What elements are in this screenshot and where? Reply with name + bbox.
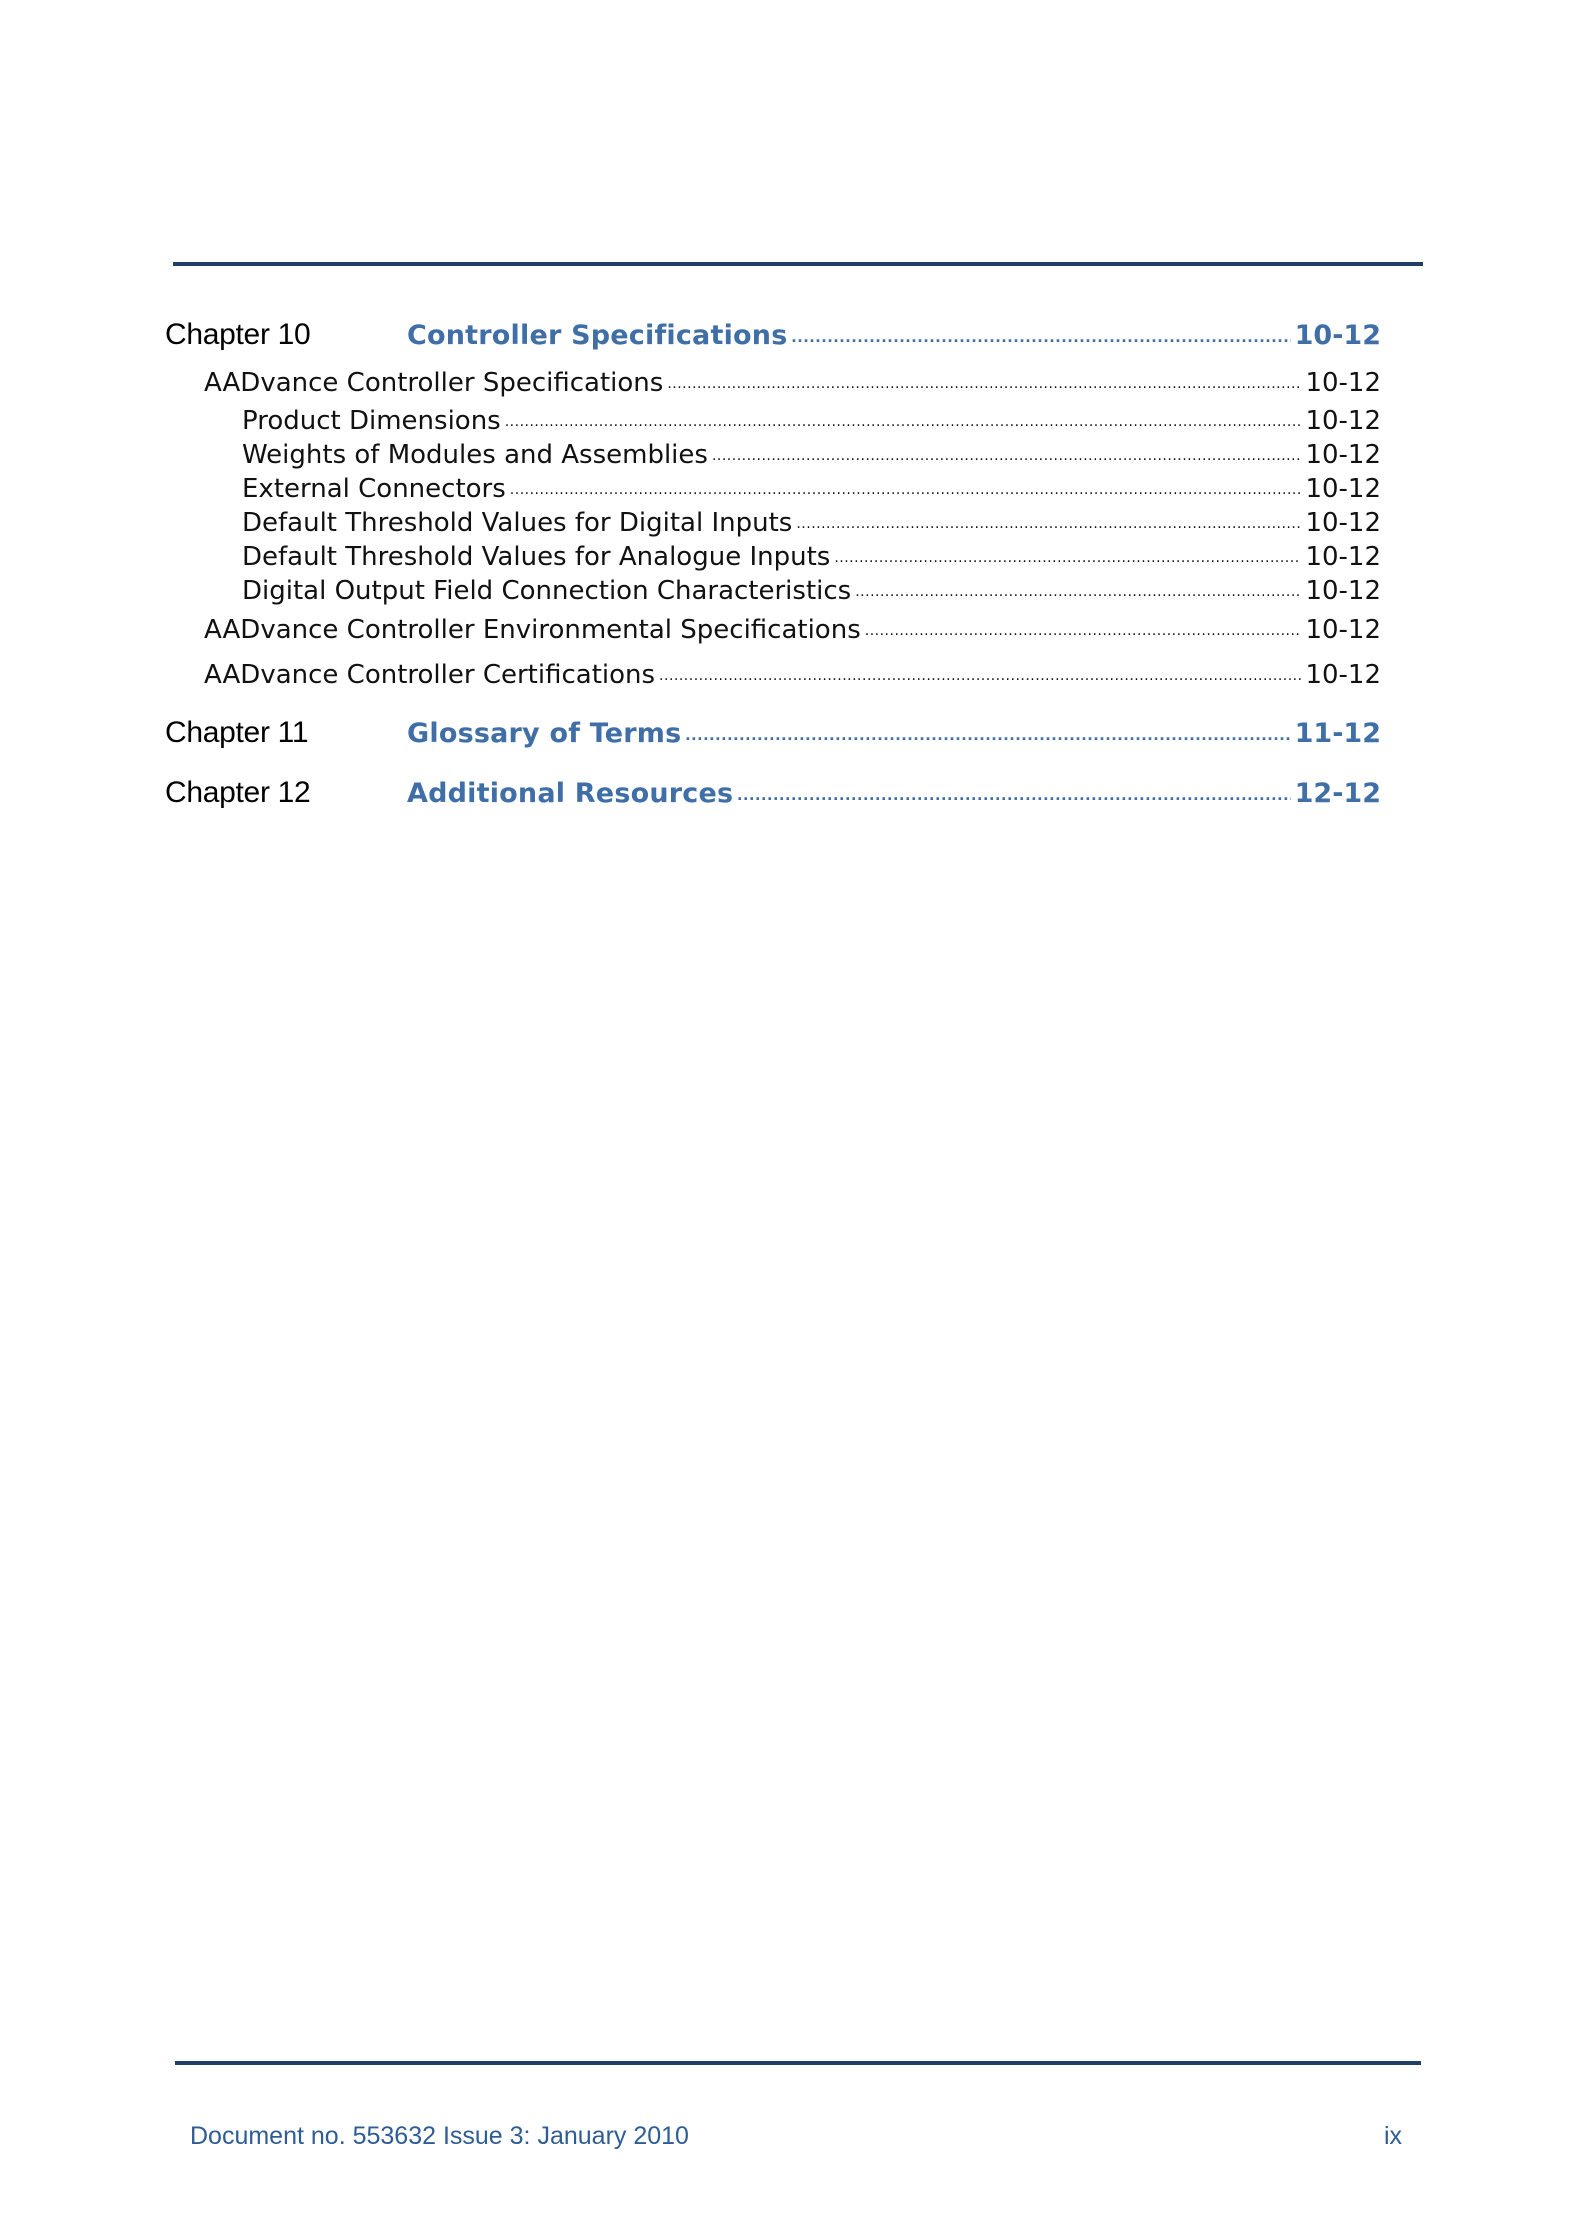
chapter-number: Chapter 11 bbox=[165, 716, 309, 749]
subsection-page-number: 10-12 bbox=[1305, 474, 1381, 504]
chapter-page-number: 11-12 bbox=[1294, 718, 1381, 749]
subsection-page-number: 10-12 bbox=[1305, 576, 1381, 606]
subsection-title[interactable]: Digital Output Field Connection Characteristics bbox=[242, 576, 852, 606]
dot-leader bbox=[791, 326, 1290, 347]
subsection-title[interactable]: Default Threshold Values for Analogue Inputs bbox=[242, 542, 831, 572]
toc-section-item[interactable] bbox=[204, 368, 1381, 398]
chapter-title[interactable]: Additional Resources bbox=[407, 778, 734, 809]
chapter-title[interactable]: Glossary of Terms bbox=[407, 718, 682, 749]
dot-leader bbox=[505, 414, 1302, 430]
toc-chapter-12[interactable] bbox=[165, 776, 1381, 810]
toc-chapter-11[interactable] bbox=[165, 716, 1381, 750]
chapter-page-number: 10-12 bbox=[1294, 320, 1381, 351]
chapter-number: Chapter 12 bbox=[165, 776, 311, 809]
dot-leader bbox=[796, 516, 1301, 532]
section-page-number: 10-12 bbox=[1305, 660, 1381, 690]
toc-subsection-item[interactable] bbox=[242, 576, 1381, 606]
toc-chapter-10[interactable] bbox=[165, 318, 1381, 352]
footer-rule bbox=[175, 2061, 1421, 2065]
toc-subsection-item[interactable] bbox=[242, 440, 1381, 470]
section-title[interactable]: AADvance Controller Specifications bbox=[204, 368, 664, 398]
section-page-number: 10-12 bbox=[1305, 368, 1381, 398]
section-title[interactable]: AADvance Controller Certifications bbox=[204, 660, 656, 690]
subsection-page-number: 10-12 bbox=[1305, 406, 1381, 436]
dot-leader bbox=[712, 448, 1301, 464]
toc-subsection-item[interactable] bbox=[242, 508, 1381, 538]
chapter-title[interactable]: Controller Specifications bbox=[407, 320, 788, 351]
dot-leader bbox=[865, 623, 1302, 639]
dot-leader bbox=[685, 724, 1290, 745]
section-page-number: 10-12 bbox=[1305, 615, 1381, 645]
section-title[interactable]: AADvance Controller Environmental Specifications bbox=[204, 615, 861, 645]
subsection-page-number: 10-12 bbox=[1305, 440, 1381, 470]
toc-subsection-item[interactable] bbox=[242, 406, 1381, 436]
dot-leader bbox=[834, 550, 1301, 566]
dot-leader bbox=[510, 482, 1302, 498]
dot-leader bbox=[855, 584, 1301, 600]
toc-subsection-item[interactable] bbox=[242, 542, 1381, 572]
dot-leader bbox=[737, 784, 1290, 805]
subsection-title[interactable]: External Connectors bbox=[242, 474, 506, 504]
header-rule bbox=[173, 262, 1423, 266]
toc-section-item[interactable] bbox=[204, 615, 1381, 645]
subsection-page-number: 10-12 bbox=[1305, 508, 1381, 538]
chapter-page-number: 12-12 bbox=[1294, 778, 1381, 809]
toc-section-item[interactable] bbox=[204, 660, 1381, 690]
subsection-page-number: 10-12 bbox=[1305, 542, 1381, 572]
dot-leader bbox=[659, 668, 1301, 684]
subsection-title[interactable]: Weights of Modules and Assemblies bbox=[242, 440, 708, 470]
chapter-number: Chapter 10 bbox=[165, 318, 311, 351]
toc-subsection-item[interactable] bbox=[242, 474, 1381, 504]
subsection-title[interactable]: Default Threshold Values for Digital Inputs bbox=[242, 508, 793, 538]
document-reference: Document no. 553632 Issue 3: January 2010 bbox=[190, 2122, 689, 2150]
page-number: ix bbox=[1384, 2122, 1403, 2150]
subsection-title[interactable]: Product Dimensions bbox=[242, 406, 501, 436]
dot-leader bbox=[667, 376, 1301, 392]
